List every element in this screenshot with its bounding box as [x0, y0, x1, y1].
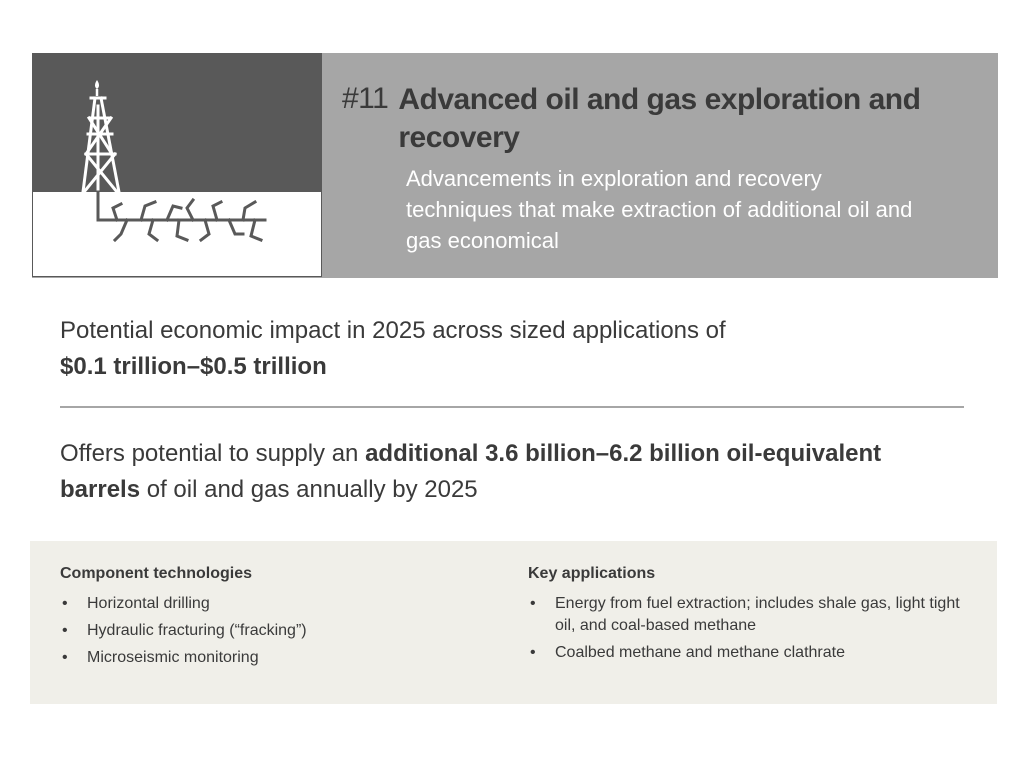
key-applications-list: [528, 593, 968, 664]
economic-impact: [60, 313, 960, 385]
component-technologies-heading: Component technologies: [60, 565, 252, 582]
list-item: • Hydraulic fracturing (“fracking”): [60, 620, 500, 642]
item-number: #11: [342, 82, 389, 115]
divider: [60, 406, 964, 408]
list-item: • Horizontal drilling: [60, 593, 500, 615]
list-item: • Coalbed methane and methane clathrate: [528, 642, 968, 664]
supply-statement: [60, 436, 960, 508]
details-panel: [30, 541, 997, 704]
illustration-panel: [32, 53, 322, 277]
impact-label: Potential economic impact in 2025 across sized applications of: [60, 317, 726, 344]
key-applications-heading: Key applications: [528, 565, 656, 582]
supply-suffix: of oil and gas annually by 2025: [140, 476, 478, 503]
component-technologies-section: [60, 565, 500, 674]
supply-highlight: additional 3.6 billion–6.2 billion oil-equivalent barrels: [60, 440, 882, 503]
page-title: Advanced oil and gas exploration and recovery: [398, 83, 921, 154]
list-item: • Energy from fuel extraction; includes shale gas, light tight oil, and coal-based methane: [528, 593, 968, 637]
supply-prefix: Offers potential to supply an: [60, 440, 366, 467]
component-technologies-list: [60, 593, 500, 669]
header-banner: [32, 53, 998, 278]
list-item: • Microseismic monitoring: [60, 647, 500, 669]
oil-derrick-icon: [33, 54, 321, 276]
key-applications-section: [528, 565, 968, 669]
page-subtitle: Advancements in exploration and recovery techniques that make extraction of additional oil and gas economical: [406, 166, 913, 253]
impact-value: $0.1 trillion–$0.5 trillion: [60, 353, 327, 380]
title-area: [342, 81, 962, 256]
